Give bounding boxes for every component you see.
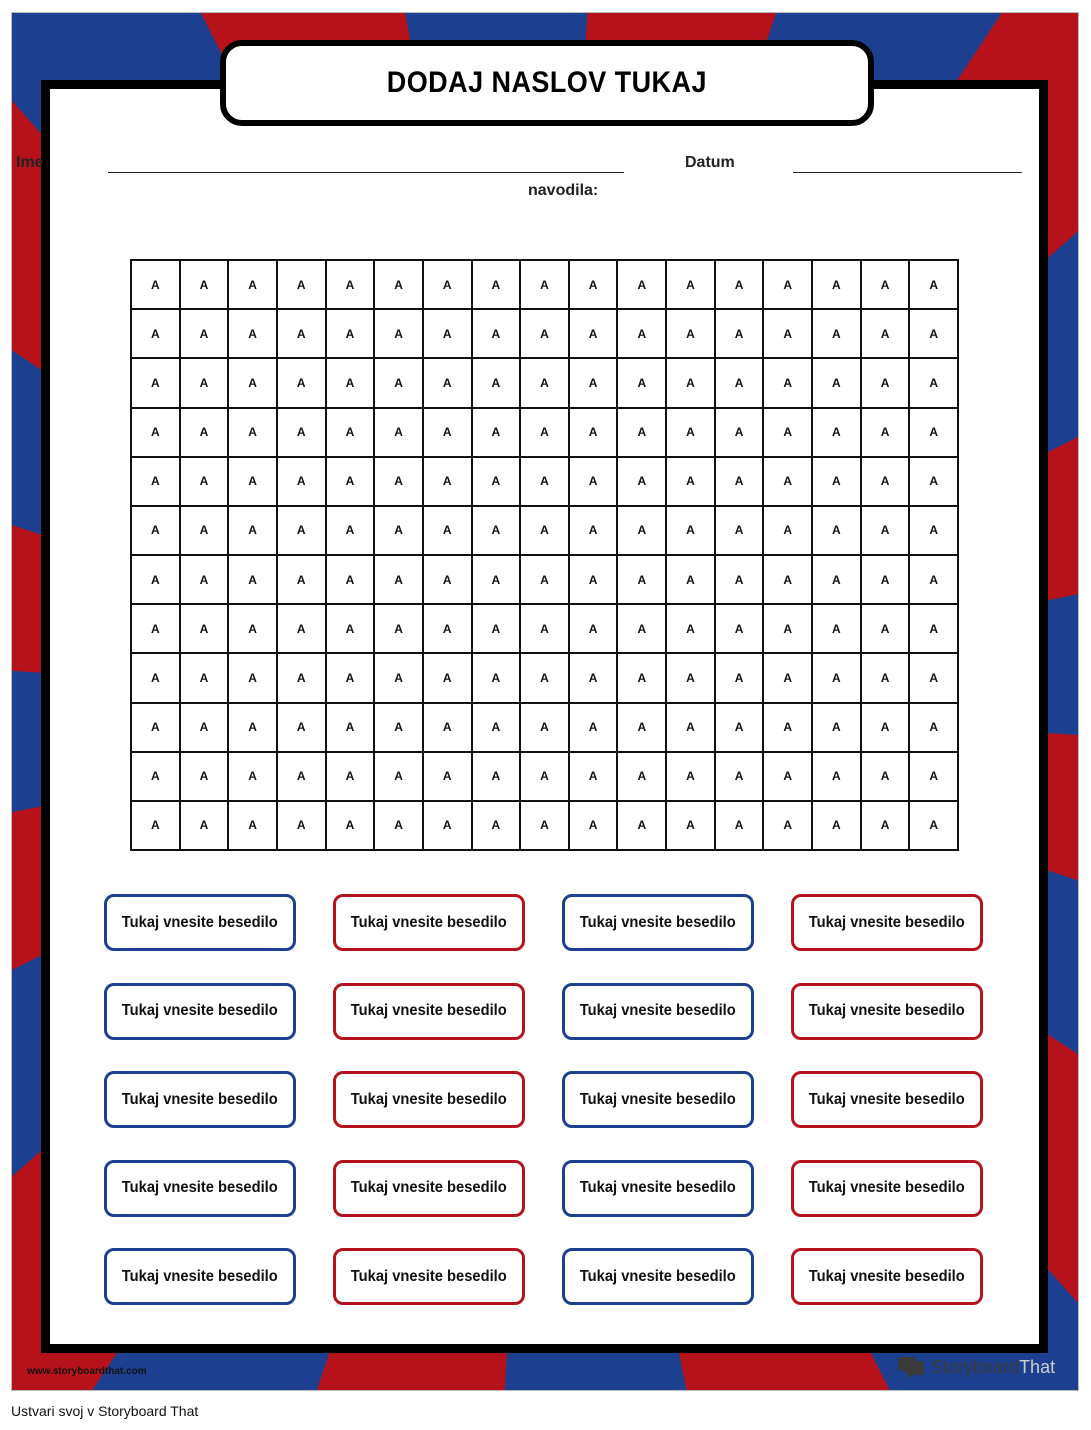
- grid-cell[interactable]: A: [520, 408, 569, 457]
- grid-cell[interactable]: A: [131, 506, 180, 555]
- grid-cell[interactable]: A: [763, 408, 812, 457]
- word-bank-box[interactable]: [791, 1160, 983, 1217]
- grid-cell[interactable]: A: [812, 358, 861, 407]
- word-bank-text[interactable]: Tukaj vnesite besedilo: [809, 1090, 965, 1108]
- word-bank-text[interactable]: Tukaj vnesite besedilo: [351, 913, 507, 931]
- grid-cell[interactable]: A: [374, 260, 423, 309]
- word-bank-text[interactable]: Tukaj vnesite besedilo: [580, 1002, 736, 1019]
- grid-cell[interactable]: A: [180, 555, 229, 604]
- grid-cell[interactable]: A: [763, 506, 812, 555]
- date-input-line[interactable]: [793, 172, 1022, 173]
- grid-cell[interactable]: A: [812, 703, 861, 752]
- grid-cell[interactable]: A: [131, 358, 180, 407]
- word-bank-box[interactable]: [562, 1071, 754, 1128]
- grid-cell[interactable]: A: [763, 309, 812, 358]
- grid-cell[interactable]: A: [423, 408, 472, 457]
- grid-cell[interactable]: A: [909, 260, 958, 309]
- grid-cell[interactable]: A: [228, 358, 277, 407]
- grid-cell[interactable]: A: [131, 604, 180, 653]
- grid-cell[interactable]: A: [374, 604, 423, 653]
- grid-cell[interactable]: A: [520, 653, 569, 702]
- brand-name-light: That: [1019, 1356, 1056, 1377]
- grid-cell[interactable]: A: [228, 653, 277, 702]
- grid-cell[interactable]: A: [228, 604, 277, 653]
- grid-cell[interactable]: A: [472, 358, 521, 407]
- grid-cell[interactable]: A: [423, 604, 472, 653]
- grid-cell[interactable]: A: [180, 309, 229, 358]
- grid-cell[interactable]: A: [861, 506, 910, 555]
- grid-cell[interactable]: A: [423, 653, 472, 702]
- grid-cell[interactable]: A: [472, 604, 521, 653]
- grid-cell[interactable]: A: [569, 653, 618, 702]
- grid-cell[interactable]: A: [423, 506, 472, 555]
- storyboardthat-logo: [897, 1355, 1055, 1379]
- grid-cell[interactable]: A: [180, 752, 229, 801]
- grid-cell[interactable]: A: [326, 260, 375, 309]
- grid-cell[interactable]: A: [131, 752, 180, 801]
- grid-cell[interactable]: A: [861, 703, 910, 752]
- grid-cell[interactable]: A: [180, 801, 229, 850]
- grid-cell[interactable]: A: [715, 358, 764, 407]
- grid-cell[interactable]: A: [374, 408, 423, 457]
- grid-cell[interactable]: A: [666, 457, 715, 506]
- grid-cell[interactable]: A: [812, 457, 861, 506]
- word-bank-box[interactable]: [104, 983, 296, 1040]
- grid-cell[interactable]: A: [374, 358, 423, 407]
- word-bank-box[interactable]: [562, 894, 754, 951]
- grid-cell[interactable]: A: [715, 506, 764, 555]
- grid-cell[interactable]: A: [228, 260, 277, 309]
- word-bank-box[interactable]: [562, 1160, 754, 1217]
- grid-cell[interactable]: A: [277, 309, 326, 358]
- grid-cell[interactable]: A: [228, 408, 277, 457]
- grid-cell[interactable]: A: [617, 506, 666, 555]
- grid-cell[interactable]: A: [326, 408, 375, 457]
- word-bank-box[interactable]: [104, 1248, 296, 1305]
- word-bank-text[interactable]: Tukaj vnesite besedilo: [122, 1090, 278, 1108]
- grid-cell[interactable]: A: [909, 457, 958, 506]
- instructions-label: navodila:: [528, 182, 599, 199]
- grid-cell[interactable]: A: [715, 309, 764, 358]
- name-input-line[interactable]: [108, 172, 624, 173]
- grid-cell[interactable]: A: [909, 506, 958, 555]
- word-bank-box[interactable]: [791, 1248, 983, 1305]
- grid-cell[interactable]: A: [763, 653, 812, 702]
- grid-cell[interactable]: A: [617, 703, 666, 752]
- grid-cell[interactable]: A: [228, 801, 277, 850]
- grid-cell[interactable]: A: [812, 555, 861, 604]
- grid-cell[interactable]: A: [374, 801, 423, 850]
- word-bank-box[interactable]: [104, 894, 296, 951]
- grid-cell[interactable]: A: [617, 752, 666, 801]
- grid-cell[interactable]: A: [861, 555, 910, 604]
- grid-cell[interactable]: A: [617, 555, 666, 604]
- grid-cell[interactable]: A: [520, 801, 569, 850]
- grid-cell[interactable]: A: [569, 555, 618, 604]
- grid-cell[interactable]: A: [812, 309, 861, 358]
- grid-cell[interactable]: A: [131, 408, 180, 457]
- grid-cell[interactable]: A: [861, 309, 910, 358]
- grid-cell[interactable]: A: [715, 801, 764, 850]
- word-bank-text[interactable]: Tukaj vnesite besedilo: [122, 1179, 278, 1196]
- grid-cell[interactable]: A: [374, 506, 423, 555]
- grid-cell[interactable]: A: [326, 555, 375, 604]
- word-bank-box[interactable]: [562, 983, 754, 1040]
- word-bank-box[interactable]: [104, 1160, 296, 1217]
- grid-cell[interactable]: A: [277, 555, 326, 604]
- grid-cell[interactable]: A: [277, 358, 326, 407]
- grid-cell[interactable]: A: [472, 506, 521, 555]
- grid-cell[interactable]: A: [569, 408, 618, 457]
- word-bank-box[interactable]: [791, 894, 983, 951]
- grid-cell[interactable]: A: [277, 752, 326, 801]
- grid-cell[interactable]: A: [326, 604, 375, 653]
- grid-cell[interactable]: A: [812, 653, 861, 702]
- grid-cell[interactable]: A: [763, 604, 812, 653]
- grid-cell[interactable]: A: [131, 653, 180, 702]
- grid-cell[interactable]: A: [861, 358, 910, 407]
- grid-cell[interactable]: A: [374, 457, 423, 506]
- grid-cell[interactable]: A: [326, 358, 375, 407]
- grid-cell[interactable]: A: [326, 506, 375, 555]
- name-label: Ime: [16, 154, 44, 171]
- grid-cell[interactable]: A: [472, 309, 521, 358]
- word-bank-text[interactable]: Tukaj vnesite besedilo: [809, 1002, 965, 1019]
- grid-cell[interactable]: A: [277, 457, 326, 506]
- word-bank-box[interactable]: [104, 1071, 296, 1128]
- grid-cell[interactable]: A: [423, 752, 472, 801]
- grid-cell[interactable]: A: [666, 260, 715, 309]
- grid-cell[interactable]: A: [472, 703, 521, 752]
- grid-cell[interactable]: A: [909, 309, 958, 358]
- grid-cell[interactable]: A: [326, 653, 375, 702]
- grid-cell[interactable]: A: [374, 752, 423, 801]
- word-bank-box[interactable]: [333, 983, 525, 1040]
- grid-cell[interactable]: A: [715, 457, 764, 506]
- grid-cell[interactable]: A: [763, 752, 812, 801]
- grid-cell[interactable]: A: [909, 703, 958, 752]
- word-bank-text[interactable]: Tukaj vnesite besedilo: [122, 913, 278, 931]
- page-title[interactable]: DODAJ NASLOV TUKAJ: [386, 66, 708, 99]
- grid-cell[interactable]: A: [909, 604, 958, 653]
- grid-cell[interactable]: A: [666, 358, 715, 407]
- grid-cell[interactable]: A: [423, 555, 472, 604]
- word-bank-text[interactable]: Tukaj vnesite besedilo: [580, 1267, 736, 1285]
- grid-cell[interactable]: A: [666, 506, 715, 555]
- grid-cell[interactable]: A: [520, 457, 569, 506]
- speech-bubble-icon: [897, 1355, 927, 1379]
- grid-cell[interactable]: A: [763, 801, 812, 850]
- grid-cell[interactable]: A: [569, 703, 618, 752]
- grid-cell[interactable]: A: [520, 506, 569, 555]
- grid-cell[interactable]: A: [617, 260, 666, 309]
- grid-cell[interactable]: A: [666, 604, 715, 653]
- grid-cell[interactable]: A: [861, 604, 910, 653]
- grid-cell[interactable]: A: [472, 752, 521, 801]
- grid-cell[interactable]: A: [180, 408, 229, 457]
- grid-cell[interactable]: A: [812, 260, 861, 309]
- grid-cell[interactable]: A: [763, 457, 812, 506]
- grid-cell[interactable]: A: [715, 555, 764, 604]
- word-bank-text[interactable]: Tukaj vnesite besedilo: [122, 1002, 278, 1019]
- grid-cell[interactable]: A: [861, 408, 910, 457]
- grid-cell[interactable]: A: [763, 555, 812, 604]
- grid-cell[interactable]: A: [520, 260, 569, 309]
- grid-cell[interactable]: A: [569, 752, 618, 801]
- grid-cell[interactable]: A: [520, 604, 569, 653]
- grid-cell[interactable]: A: [520, 752, 569, 801]
- grid-cell[interactable]: A: [666, 309, 715, 358]
- grid-cell[interactable]: A: [228, 703, 277, 752]
- word-bank-text[interactable]: Tukaj vnesite besedilo: [580, 1179, 736, 1196]
- grid-cell[interactable]: A: [569, 457, 618, 506]
- grid-cell[interactable]: A: [228, 555, 277, 604]
- grid-cell[interactable]: A: [617, 801, 666, 850]
- grid-cell[interactable]: A: [472, 555, 521, 604]
- grid-cell[interactable]: A: [666, 653, 715, 702]
- grid-cell[interactable]: A: [666, 408, 715, 457]
- grid-cell[interactable]: A: [569, 506, 618, 555]
- grid-cell[interactable]: A: [715, 260, 764, 309]
- grid-cell[interactable]: A: [569, 604, 618, 653]
- grid-cell[interactable]: A: [617, 604, 666, 653]
- word-bank-box[interactable]: [333, 1248, 525, 1305]
- grid-cell[interactable]: A: [666, 703, 715, 752]
- grid-cell[interactable]: A: [715, 653, 764, 702]
- grid-cell[interactable]: A: [861, 752, 910, 801]
- word-bank: [104, 894, 984, 1304]
- grid-cell[interactable]: A: [131, 703, 180, 752]
- grid-cell[interactable]: A: [472, 408, 521, 457]
- grid-cell[interactable]: A: [277, 506, 326, 555]
- word-bank-text[interactable]: Tukaj vnesite besedilo: [351, 1179, 507, 1196]
- grid-cell[interactable]: A: [228, 752, 277, 801]
- grid-cell[interactable]: A: [715, 604, 764, 653]
- grid-cell[interactable]: A: [909, 653, 958, 702]
- date-label: Datum: [685, 154, 735, 171]
- grid-cell[interactable]: A: [423, 309, 472, 358]
- grid-cell[interactable]: A: [423, 457, 472, 506]
- grid-cell[interactable]: A: [472, 801, 521, 850]
- word-bank-text[interactable]: Tukaj vnesite besedilo: [580, 913, 736, 931]
- grid-cell[interactable]: A: [715, 408, 764, 457]
- footer-text: Ustvari svoj v Storyboard That: [11, 1403, 199, 1419]
- grid-cell[interactable]: A: [812, 801, 861, 850]
- grid-cell[interactable]: A: [180, 260, 229, 309]
- grid-cell[interactable]: A: [861, 653, 910, 702]
- grid-cell[interactable]: A: [180, 506, 229, 555]
- grid-cell[interactable]: A: [131, 555, 180, 604]
- grid-cell[interactable]: A: [617, 309, 666, 358]
- grid-cell[interactable]: A: [326, 801, 375, 850]
- grid-cell[interactable]: A: [277, 408, 326, 457]
- word-bank-text[interactable]: Tukaj vnesite besedilo: [351, 1002, 507, 1019]
- grid-cell[interactable]: A: [812, 506, 861, 555]
- grid-cell[interactable]: A: [326, 703, 375, 752]
- word-bank-box[interactable]: [791, 1071, 983, 1128]
- grid-cell[interactable]: A: [277, 260, 326, 309]
- grid-cell[interactable]: A: [909, 752, 958, 801]
- grid-cell[interactable]: A: [131, 260, 180, 309]
- grid-cell[interactable]: A: [861, 801, 910, 850]
- grid-cell[interactable]: A: [326, 752, 375, 801]
- grid-cell[interactable]: A: [909, 801, 958, 850]
- grid-cell[interactable]: A: [374, 653, 423, 702]
- grid-cell[interactable]: A: [861, 457, 910, 506]
- word-search-grid: [130, 259, 959, 851]
- grid-cell[interactable]: A: [423, 260, 472, 309]
- word-bank-text[interactable]: Tukaj vnesite besedilo: [809, 913, 965, 931]
- grid-cell[interactable]: A: [277, 703, 326, 752]
- grid-cell[interactable]: A: [909, 555, 958, 604]
- grid-cell[interactable]: A: [617, 408, 666, 457]
- grid-cell[interactable]: A: [569, 801, 618, 850]
- grid-cell[interactable]: A: [666, 752, 715, 801]
- grid-cell[interactable]: A: [520, 309, 569, 358]
- grid-cell[interactable]: A: [277, 801, 326, 850]
- grid-cell[interactable]: A: [472, 260, 521, 309]
- grid-cell[interactable]: A: [812, 604, 861, 653]
- grid-cell[interactable]: A: [180, 604, 229, 653]
- brand-name-dark: Storyboard: [931, 1356, 1020, 1377]
- grid-cell[interactable]: A: [763, 260, 812, 309]
- grid-cell[interactable]: A: [520, 358, 569, 407]
- grid-cell[interactable]: A: [374, 309, 423, 358]
- grid-cell[interactable]: A: [131, 309, 180, 358]
- grid-cell[interactable]: A: [228, 457, 277, 506]
- grid-cell[interactable]: A: [180, 703, 229, 752]
- word-bank-box[interactable]: [791, 983, 983, 1040]
- grid-cell[interactable]: A: [617, 653, 666, 702]
- grid-cell[interactable]: A: [374, 555, 423, 604]
- grid-cell[interactable]: A: [423, 801, 472, 850]
- word-bank-text[interactable]: Tukaj vnesite besedilo: [122, 1267, 278, 1285]
- word-bank-box[interactable]: [333, 1071, 525, 1128]
- grid-cell[interactable]: A: [423, 703, 472, 752]
- word-bank-text[interactable]: Tukaj vnesite besedilo: [580, 1090, 736, 1108]
- grid-cell[interactable]: A: [277, 604, 326, 653]
- word-bank-box[interactable]: [333, 894, 525, 951]
- grid-cell[interactable]: A: [812, 752, 861, 801]
- grid-cell[interactable]: A: [326, 457, 375, 506]
- word-bank-text[interactable]: Tukaj vnesite besedilo: [809, 1267, 965, 1285]
- grid-cell[interactable]: A: [472, 653, 521, 702]
- grid-cell[interactable]: A: [520, 555, 569, 604]
- grid-cell[interactable]: A: [909, 408, 958, 457]
- title-box[interactable]: [220, 40, 874, 126]
- grid-cell[interactable]: A: [569, 260, 618, 309]
- grid-cell[interactable]: A: [715, 752, 764, 801]
- grid-cell[interactable]: A: [423, 358, 472, 407]
- grid-cell[interactable]: A: [180, 653, 229, 702]
- word-bank-box[interactable]: [562, 1248, 754, 1305]
- grid-cell[interactable]: A: [861, 260, 910, 309]
- grid-cell[interactable]: A: [909, 358, 958, 407]
- grid-cell[interactable]: A: [569, 358, 618, 407]
- grid-cell[interactable]: A: [180, 457, 229, 506]
- site-url: www.storyboardthat.com: [27, 1366, 147, 1377]
- grid-cell[interactable]: A: [617, 358, 666, 407]
- grid-cell[interactable]: A: [569, 309, 618, 358]
- grid-cell[interactable]: A: [374, 703, 423, 752]
- grid-cell[interactable]: A: [617, 457, 666, 506]
- grid-cell[interactable]: A: [326, 309, 375, 358]
- grid-cell[interactable]: A: [180, 358, 229, 407]
- grid-cell[interactable]: A: [228, 506, 277, 555]
- word-bank-text[interactable]: Tukaj vnesite besedilo: [351, 1267, 507, 1285]
- grid-cell[interactable]: A: [131, 457, 180, 506]
- grid-cell[interactable]: A: [228, 309, 277, 358]
- word-bank-box[interactable]: [333, 1160, 525, 1217]
- grid-cell[interactable]: A: [763, 703, 812, 752]
- grid-cell[interactable]: A: [472, 457, 521, 506]
- grid-cell[interactable]: A: [666, 801, 715, 850]
- grid-cell[interactable]: A: [131, 801, 180, 850]
- word-bank-text[interactable]: Tukaj vnesite besedilo: [351, 1090, 507, 1108]
- grid-cell[interactable]: A: [812, 408, 861, 457]
- grid-cell[interactable]: A: [666, 555, 715, 604]
- word-bank-text[interactable]: Tukaj vnesite besedilo: [809, 1179, 965, 1196]
- grid-cell[interactable]: A: [715, 703, 764, 752]
- grid-cell[interactable]: A: [763, 358, 812, 407]
- grid-cell[interactable]: A: [277, 653, 326, 702]
- grid-cell[interactable]: A: [520, 703, 569, 752]
